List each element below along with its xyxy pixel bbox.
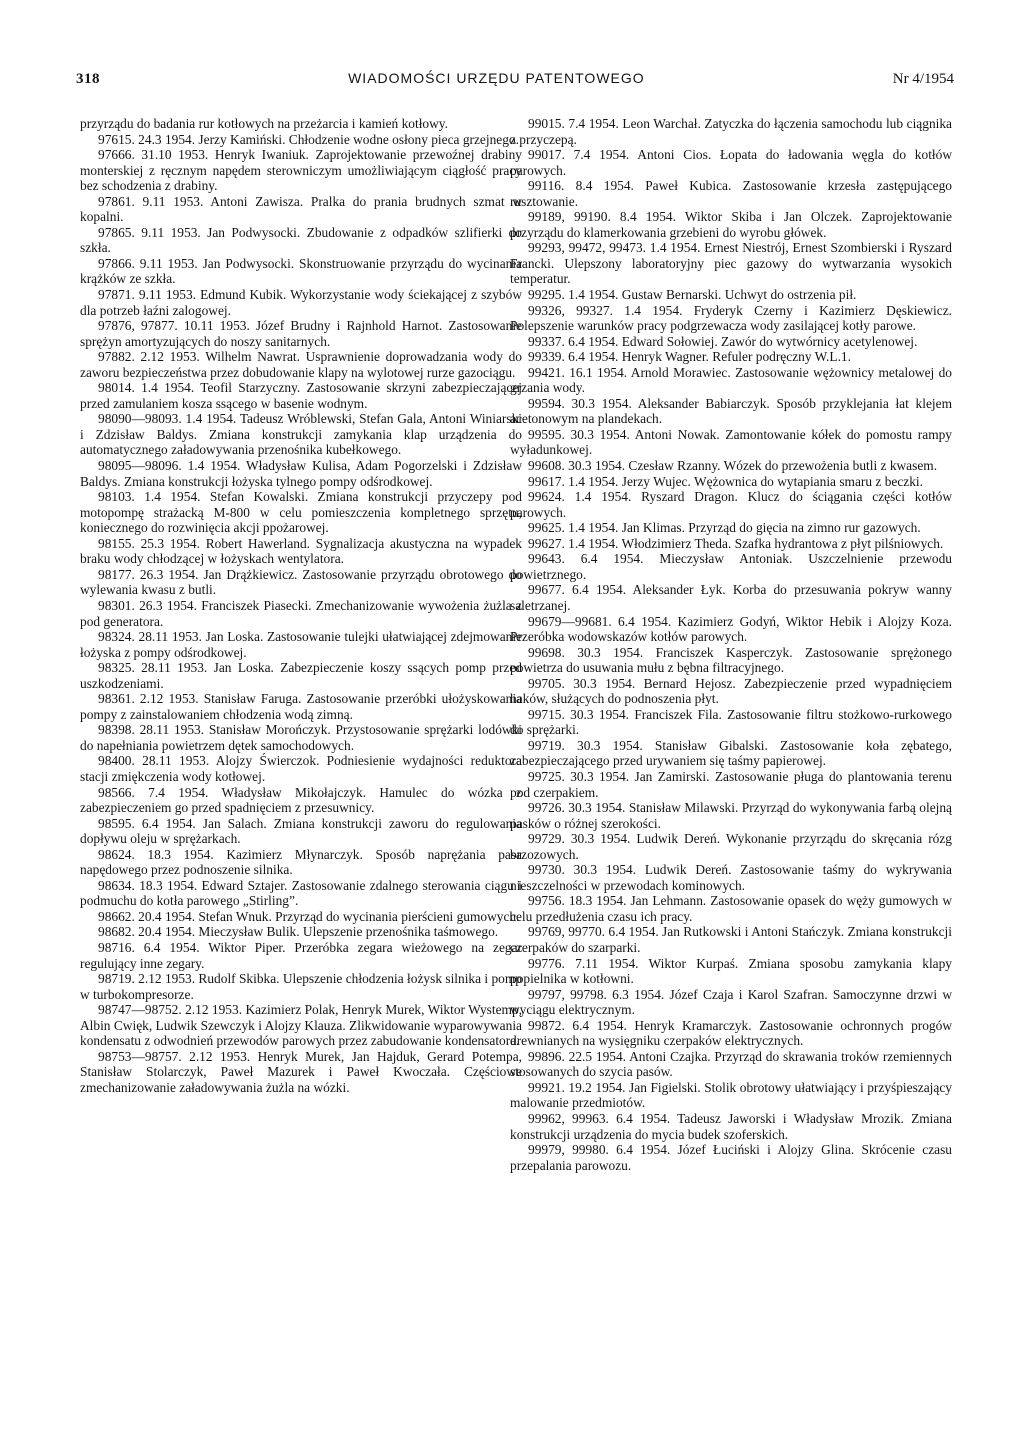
- patent-entry: 98716. 6.4 1954. Wiktor Piper. Przeróbka zegara wieżowego na zegar regulujący inne zegary.: [80, 939, 522, 971]
- patent-entry: 99339. 6.4 1954. Henryk Wagner. Refuler podręczny W.L.1.: [528, 349, 851, 365]
- patent-entry: 99921. 19.2 1954. Jan Figielski. Stolik obrotowy ułatwiający i przyśpieszający malowanie przedmiotów.: [510, 1079, 952, 1111]
- patent-entry: 98095—98096. 1.4 1954. Władysław Kulisa, Adam Pogorzelski i Zdzisław Baldys. Zmiana konstrukcji łożyska tylnego pompy odśrodkowej.: [80, 458, 522, 489]
- patent-entry: 98090—98093. 1.4 1954. Tadeusz Wróblewski, Stefan Gala, Antoni Winiarski i Zdzisław Baldys. Zmiana konstrukcji zamykania klap urządzenia do automatycznego załadowywania przenośnika kubełkowego.: [80, 411, 522, 458]
- patent-entry: 99719. 30.3 1954. Stanisław Gibalski. Zastosowanie koła zębatego, zabezpieczającego przed urywaniem się taśmy papierowej.: [510, 737, 952, 769]
- patent-entry: 98400. 28.11 1953. Alojzy Świerczok. Podniesienie wydajności reduktora stacji zmiękczenia wody kotłowej.: [80, 753, 522, 784]
- patent-entry: 99705. 30.3 1954. Bernard Hejosz. Zabezpieczenie przed wypadnięciem haków, służących do podnoszenia płyt.: [510, 675, 952, 707]
- patent-entry: 98634. 18.3 1954. Edward Sztajer. Zastosowanie zdalnego sterowania ciągu i podmuchu do kotła parowego „Stirling”.: [80, 877, 522, 909]
- patent-entry: 99017. 7.4 1954. Antoni Cios. Łopata do ładowania węgla do kotłów parowych.: [510, 147, 952, 178]
- patent-entry: 99189, 99190. 8.4 1954. Wiktor Skiba i Jan Olczek. Zaprojektowanie przyrządu do klamerkowania grzebieni do wyrobu główek.: [510, 209, 952, 240]
- patent-entry: 97615. 24.3 1954. Jerzy Kamiński. Chłodzenie wodne osłony pieca grzejnego.: [98, 131, 519, 147]
- patent-entry: 97882. 2.12 1953. Wilhelm Nawrat. Usprawnienie doprowadzania wody do zaworu bezpieczeństwa przez dobudowanie klapy na wylotowej rurze gazociągu.: [80, 349, 522, 380]
- patent-entry: 98301. 26.3 1954. Franciszek Piasecki. Zmechanizowanie wywożenia żużla z pod generatora.: [80, 597, 522, 629]
- patent-entry: 99421. 16.1 1954. Arnold Morawiec. Zastosowanie wężownicy metalowej do grzania wody.: [510, 364, 952, 396]
- journal-title: WIADOMOŚCI URZĘDU PATENTOWEGO: [348, 70, 645, 86]
- patent-entry: 99715. 30.3 1954. Franciszek Fila. Zastosowanie filtru stożkowo-rurkowego do sprężarki.: [510, 706, 952, 738]
- patent-entry: 99769, 99770. 6.4 1954. Jan Rutkowski i Antoni Stańczyk. Zmiana konstrukcji czerpaków do szarparki.: [510, 924, 952, 955]
- left-column: [80, 116, 522, 1095]
- patent-entry: 97866. 9.11 1953. Jan Podwysocki. Skonstruowanie przyrządu do wycinania krążków ze szkła.: [80, 255, 522, 287]
- patent-entry: 98324. 28.11 1953. Jan Loska. Zastosowanie tulejki ułatwiającej zdejmowanie łożyska z pompy odśrodkowej.: [80, 629, 522, 660]
- patent-entry: 98014. 1.4 1954. Teofil Starzyczny. Zastosowanie skrzyni zabezpieczającej przed zamulaniem kosza ssącego w basenie wodnym.: [80, 380, 522, 411]
- patent-entry: 99627. 1.4 1954. Włodzimierz Theda. Szafka hydrantowa z płyt pilśniowych.: [528, 535, 944, 551]
- patent-entry: 99797, 99798. 6.3 1954. Józef Czaja i Karol Szafran. Samoczynne drzwi w wyciągu elektrycznym.: [510, 986, 952, 1018]
- patent-entry: 98155. 25.3 1954. Robert Hawerland. Sygnalizacja akustyczna na wypadek braku wody chłodzącej w łożyskach wentylatora.: [80, 535, 522, 567]
- patent-entry: 98398. 28.11 1953. Stanisław Morończyk. Przystosowanie sprężarki lodówki do napełniania powietrzem dętek samochodowych.: [80, 722, 522, 753]
- patent-entry: 99326, 99327. 1.4 1954. Fryderyk Czerny i Kazimierz Dęskiewicz. Polepszenie warunków pracy podgrzewacza wody zasilającej kotły parowe.: [510, 302, 952, 334]
- patent-entry: 99896. 22.5 1954. Antoni Czajka. Przyrząd do skrawania troków rzemiennych stosowanych do szycia pasów.: [510, 1048, 952, 1080]
- patent-entry: 97876, 97877. 10.11 1953. Józef Brudny i Rajnhold Harnot. Zastosowanie sprężyn amortyzujących do noszy sanitarnych.: [80, 318, 522, 349]
- patent-entry: 99725. 30.3 1954. Jan Zamirski. Zastosowanie pługa do plantowania terenu pod czerpakiem.: [510, 768, 952, 800]
- patent-entry: 99608. 30.3 1954. Czesław Rzanny. Wózek do przewożenia butli z kwasem.: [528, 458, 938, 474]
- patent-entry: 99698. 30.3 1954. Franciszek Kasperczyk. Zastosowanie sprężonego powietrza do usuwania mułu z bębna filtracyjnego.: [510, 644, 952, 676]
- patent-entry: 99962, 99963. 6.4 1954. Tadeusz Jaworski i Władysław Mrozik. Zmiana konstrukcji urządzenia do mycia budek szoferskich.: [510, 1111, 952, 1142]
- patent-entry: 98662. 20.4 1954. Stefan Wnuk. Przyrząd do wycinania pierścieni gumowych.: [98, 908, 520, 924]
- patent-entry: 99677. 6.4 1954. Aleksander Łyk. Korba do przesuwania pokryw wanny saletrzanej.: [510, 582, 952, 613]
- patent-entry: 98595. 6.4 1954. Jan Salach. Zmiana konstrukcji zaworu do regulowania dopływu oleju w sprężarkach.: [80, 815, 522, 847]
- patent-entry: 98566. 7.4 1954. Władysław Mikołajczyk. Hamulec do wózka z zabezpieczeniem go przed spadnięciem z przesuwnicy.: [80, 784, 522, 816]
- patent-entry: 98325. 28.11 1953. Jan Loska. Zabezpieczenie koszy ssących pomp przed uszkodzeniami.: [80, 660, 522, 691]
- patent-entry: 99730. 30.3 1954. Ludwik Dereń. Zastosowanie taśmy do wykrywania nieszczelności w przewodach kominowych.: [510, 862, 952, 893]
- patent-entry: 99337. 6.4 1954. Edward Sołowiej. Zawór do wytwórnicy acetylenowej.: [528, 333, 918, 349]
- issue-number: Nr 4/1954: [892, 71, 954, 87]
- page-header: [76, 70, 954, 94]
- patent-entry: 99756. 18.3 1954. Jan Lehmann. Zastosowanie opasek do węży gumowych w celu przedłużenia czasu ich pracy.: [510, 893, 952, 924]
- patent-entry: 98103. 1.4 1954. Stefan Kowalski. Zmiana konstrukcji przyczepy pod motopompę strażacką M-800 w celu pomieszczenia kompletnego sprzętu, koniecznego do rozwinięcia akcji ppożarowej.: [80, 489, 522, 536]
- patent-entry: 99625. 1.4 1954. Jan Klimas. Przyrząd do gięcia na zimno rur gazowych.: [528, 520, 921, 536]
- patent-entry: 99726. 30.3 1954. Stanisław Milawski. Przyrząd do wykonywania farbą olejną pasków o różnej szerokości.: [510, 800, 952, 831]
- patent-entry: 99979, 99980. 6.4 1954. Józef Łuciński i Alojzy Glina. Skrócenie czasu przepalania parowozu.: [510, 1142, 952, 1173]
- patent-entry: 99595. 30.3 1954. Antoni Nowak. Zamontowanie kółek do pomostu rampy wyładunkowej.: [510, 426, 952, 458]
- patent-entry: 99295. 1.4 1954. Gustaw Bernarski. Uchwyt do ostrzenia pił.: [528, 287, 857, 303]
- patent-entry: 99617. 1.4 1954. Jerzy Wujec. Wężownica do wytapiania smaru z beczki.: [528, 473, 923, 489]
- patent-entry: 97871. 9.11 1953. Edmund Kubik. Wykorzystanie wody ściekającej z szybów dla potrzeb łaźni zalogowej.: [80, 287, 522, 318]
- patent-entry: 99643. 6.4 1954. Mieczysław Antoniak. Uszczelnienie przewodu powietrznego.: [510, 551, 952, 582]
- patent-entry: 99293, 99472, 99473. 1.4 1954. Ernest Niestrój, Ernest Szombierski i Ryszard Francki. Ulepszony laboratoryjny piec gazowy do wytwarzania wysokich temperatur.: [510, 240, 952, 287]
- right-column: [510, 116, 952, 1173]
- patent-entry: przyrządu do badania rur kotłowych na przeżarcia i kamień kotłowy.: [80, 116, 448, 131]
- patent-entry: 99015. 7.4 1954. Leon Warchał. Zatyczka do łączenia samochodu lub ciągnika z przyczepą.: [510, 116, 952, 147]
- patent-entry: 99624. 1.4 1954. Ryszard Dragon. Klucz do ściągania części kotłów parowych.: [510, 489, 952, 520]
- patent-entry: 98747—98752. 2.12 1953. Kazimierz Polak, Henryk Murek, Wiktor Wystemp, Albin Cwięk, Ludwik Szewczyk i Alojzy Klauza. Zlikwidowanie wyparowywania kondensatu z odwodnień przewodów parowych przez zabudowanie kondensatora.: [80, 1002, 522, 1049]
- patent-entry: 97861. 9.11 1953. Antoni Zawisza. Pralka do prania brudnych szmat w kopalni.: [80, 193, 522, 225]
- patent-entry: 99872. 6.4 1954. Henryk Kramarczyk. Zastosowanie ochronnych progów drewnianych na wysięgniku czerpaków elektrycznych.: [510, 1017, 952, 1049]
- patent-entry: 98719. 2.12 1953. Rudolf Skibka. Ulepszenie chłodzenia łożysk silnika i pomp w turbokompresorze.: [80, 971, 522, 1002]
- patent-entry: 99594. 30.3 1954. Aleksander Babiarczyk. Sposób przyklejania łat klejem acetonowym na plandekach.: [510, 395, 952, 427]
- patent-entry: 98682. 20.4 1954. Mieczysław Bulik. Ulepszenie przenośnika taśmowego.: [98, 924, 499, 940]
- patent-entry: 99116. 8.4 1954. Paweł Kubica. Zastosowanie krzesła zastępującego rusztowanie.: [510, 178, 952, 209]
- patent-entry: 98753—98757. 2.12 1953. Henryk Murek, Jan Hajduk, Gerard Potempa, Stanisław Stolarczyk, Paweł Mazurek i Paweł Kwoczała. Częściowe zmechanizowanie załadowywania żużla na wózki.: [80, 1048, 522, 1095]
- patent-entry: 99776. 7.11 1954. Wiktor Kurpaś. Zmiana sposobu zamykania klapy popielnika w kotłowni.: [510, 955, 952, 987]
- patent-entry: 98361. 2.12 1953. Stanisław Faruga. Zastosowanie przeróbki ułożyskowania pompy z zainstalowaniem chłodzenia wodą zimną.: [80, 691, 522, 722]
- patent-entry: 97865. 9.11 1953. Jan Podwysocki. Zbudowanie z odpadków szlifierki do szkła.: [80, 224, 522, 256]
- patent-entry: 99679—99681. 6.4 1954. Kazimierz Godyń, Wiktor Hebik i Alojzy Koza. Przeróbka wodowskazów kotłów parowych.: [510, 613, 952, 645]
- patent-entry: 99729. 30.3 1954. Ludwik Dereń. Wykonanie przyrządu do skręcania rózg brzozowych.: [510, 831, 952, 862]
- patent-entry: 98624. 18.3 1954. Kazimierz Młynarczyk. Sposób naprężania pasa napędowego przez podnoszenie silnika.: [80, 846, 522, 878]
- page-number: 318: [76, 71, 100, 87]
- patent-entry: 98177. 26.3 1954. Jan Drążkiewicz. Zastosowanie przyrządu obrotowego do wylewania kwasu z butli.: [80, 566, 522, 598]
- patent-entry: 97666. 31.10 1953. Henryk Iwaniuk. Zaprojektowanie przewoźnej drabiny monterskiej z ręcznym napędem sterowniczym umożliwiającym ciągłość pracy bez schodzenia z drabiny.: [80, 147, 522, 194]
